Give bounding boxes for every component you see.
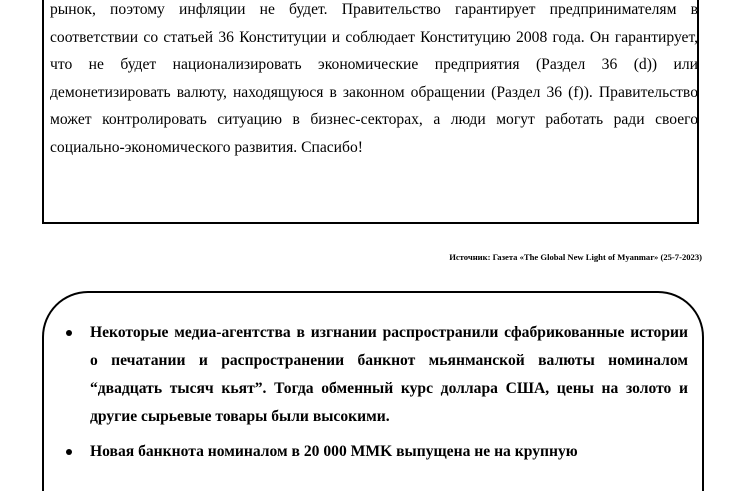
- bullet-item: [62, 319, 688, 431]
- bullet-item: [62, 438, 688, 466]
- quote-paragraph: рынок, поэтому инфляции не будет. Правительство гарантирует предпринимателям в соответствии со статьей 36 Конституции и соблюдает Конституцию 2008 года. Он гарантирует, что не будет национализировать экономические предприятия (Раздел 36 (d)) или демонетизировать валюту, находящуюся в законном обращении (Раздел 36 (f)). Правительство может контролировать ситуацию в бизнес-секторах, а люди могут работать ради своего социально-экономического развития. Спасибо!: [50, 1, 698, 156]
- source-citation: Источник: Газета «The Global New Light of Myanmar» (25-7-2023): [449, 252, 702, 262]
- quote-box: [42, 0, 699, 224]
- bullet-dot-icon: [66, 449, 72, 455]
- bullet-dot-icon: [66, 330, 72, 336]
- bullet-list: [62, 319, 688, 473]
- bullet-text: Некоторые медиа-агентства в изгнании распространили сфабрикованные истории о печатании и распространении банкнот мьянманской валюты номиналом “двадцать тысяч кьят”. Тогда обменный курс доллара США, цены на золото и другие сырьевые товары были высокими.: [90, 324, 688, 425]
- highlight-box: [42, 291, 704, 491]
- bullet-text: Новая банкнота номиналом в 20 000 MMK выпущена не на крупную: [90, 443, 578, 460]
